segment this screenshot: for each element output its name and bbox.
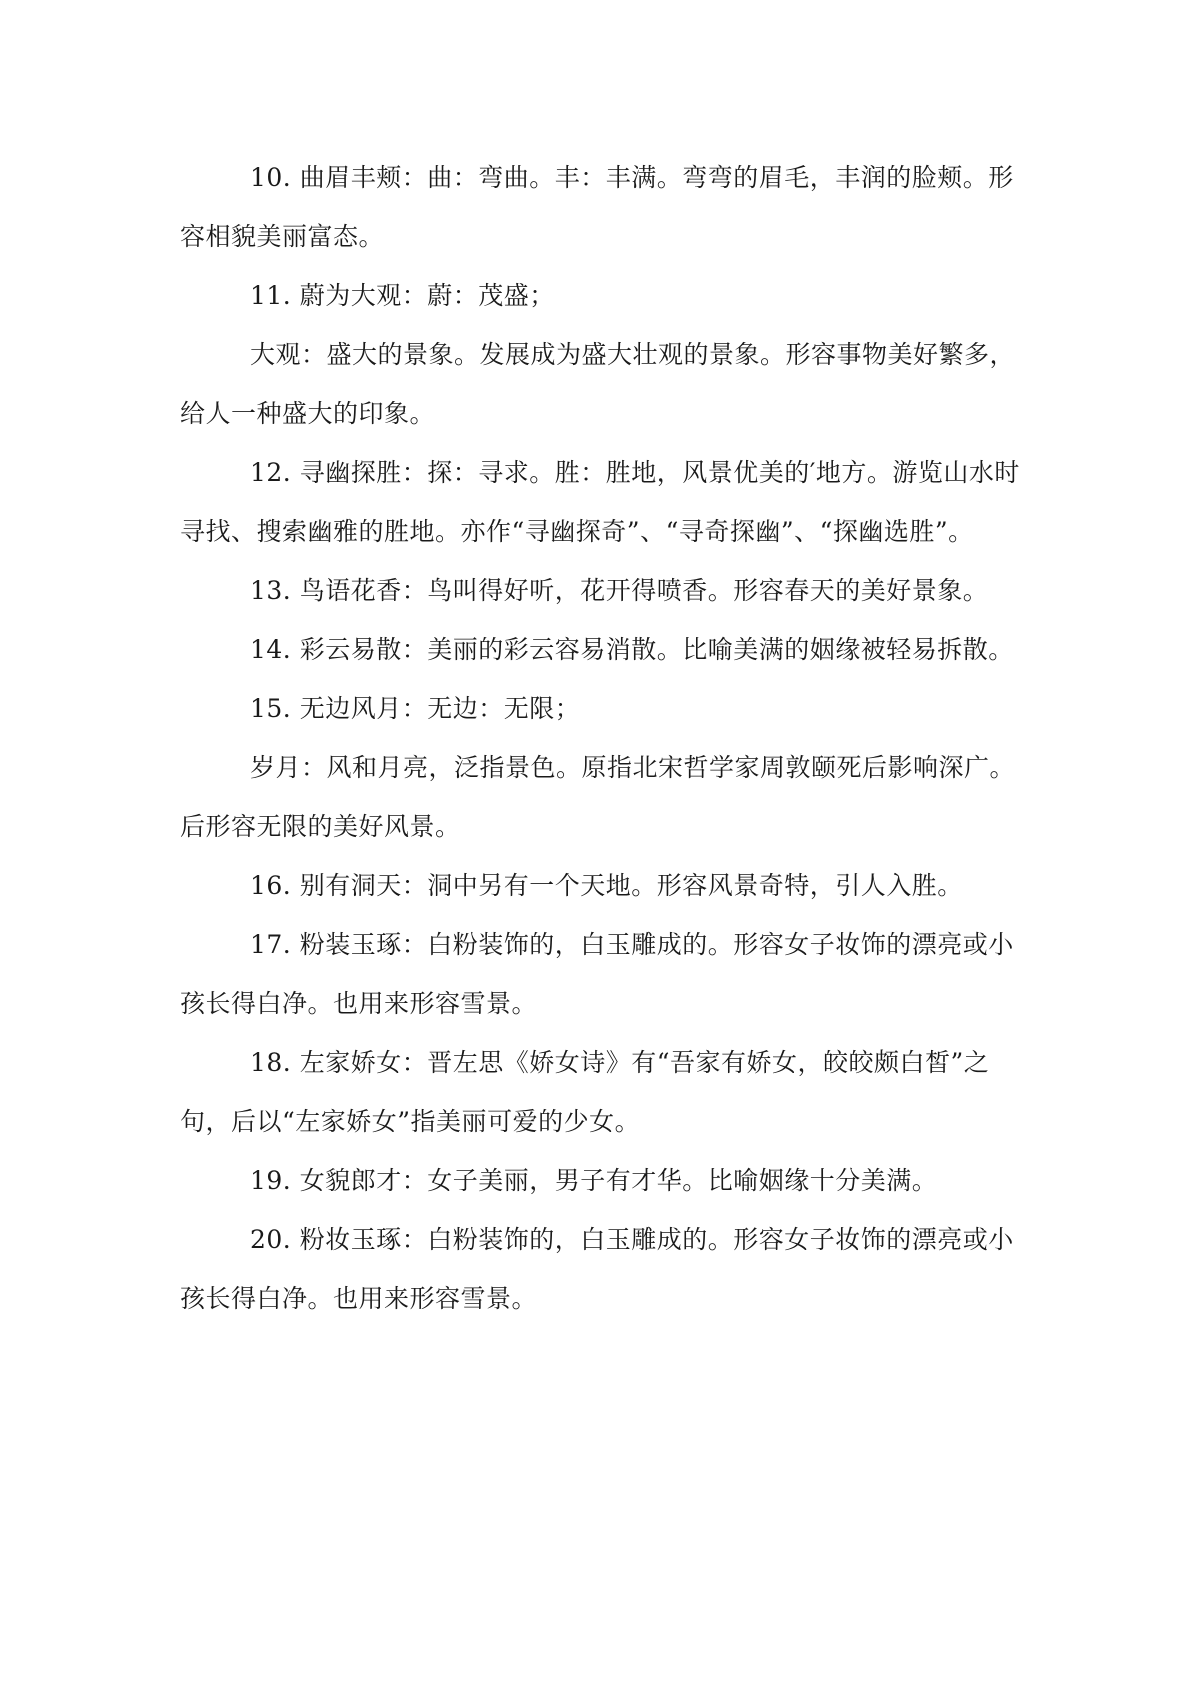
- paragraph-16: 16. 别有洞天：洞中另有一个天地。形容风景奇特，引人入胜。: [250, 871, 963, 900]
- paragraph-14: 14. 彩云易散：美丽的彩云容易消散。比喻美满的姻缘被轻易拆散。: [250, 635, 1014, 664]
- paragraph-20: 20. 粉妆玉琢：白粉装饰的，白玉雕成的。形容女子妆饰的漂亮或小孩长得白净。也用来形容雪景。: [180, 1225, 1014, 1313]
- paragraph-13: 13. 鸟语花香：鸟叫得好听，花开得喷香。形容春天的美好景象。: [250, 576, 989, 605]
- document-body: [180, 148, 1020, 1328]
- paragraph-18: 18. 左家娇女：晋左思《娇女诗》有“吾家有娇女，皎皎颇白皙”之句，后以“左家娇女”指美丽可爱的少女。: [180, 1048, 990, 1136]
- paragraph-12: 12. 寻幽探胜：探：寻求。胜：胜地，风景优美的′地方。游览山水时寻找、搜索幽雅的胜地。亦作“寻幽探奇”、“寻奇探幽”、“探幽选胜”。: [180, 458, 1020, 546]
- paragraph-11: 11. 蔚为大观：蔚：茂盛；: [250, 281, 555, 310]
- paragraph-17: 17. 粉装玉琢：白粉装饰的，白玉雕成的。形容女子妆饰的漂亮或小孩长得白净。也用来形容雪景。: [180, 930, 1014, 1018]
- paragraph-19: 19. 女貌郎才：女子美丽，男子有才华。比喻姻缘十分美满。: [250, 1166, 938, 1195]
- paragraph-10: 10. 曲眉丰颊：曲：弯曲。丰：丰满。弯弯的眉毛，丰润的脸颊。形容相貌美丽富态。: [180, 163, 1014, 251]
- paragraph-15: 15. 无边风月：无边：无限；: [250, 694, 581, 723]
- paragraph-11-continued: 大观：盛大的景象。发展成为盛大壮观的景象。形容事物美好繁多，给人一种盛大的印象。: [180, 340, 1016, 428]
- paragraph-15-continued: 岁月：风和月亮，泛指景色。原指北宋哲学家周敦颐死后影响深广。后形容无限的美好风景。: [180, 753, 1016, 841]
